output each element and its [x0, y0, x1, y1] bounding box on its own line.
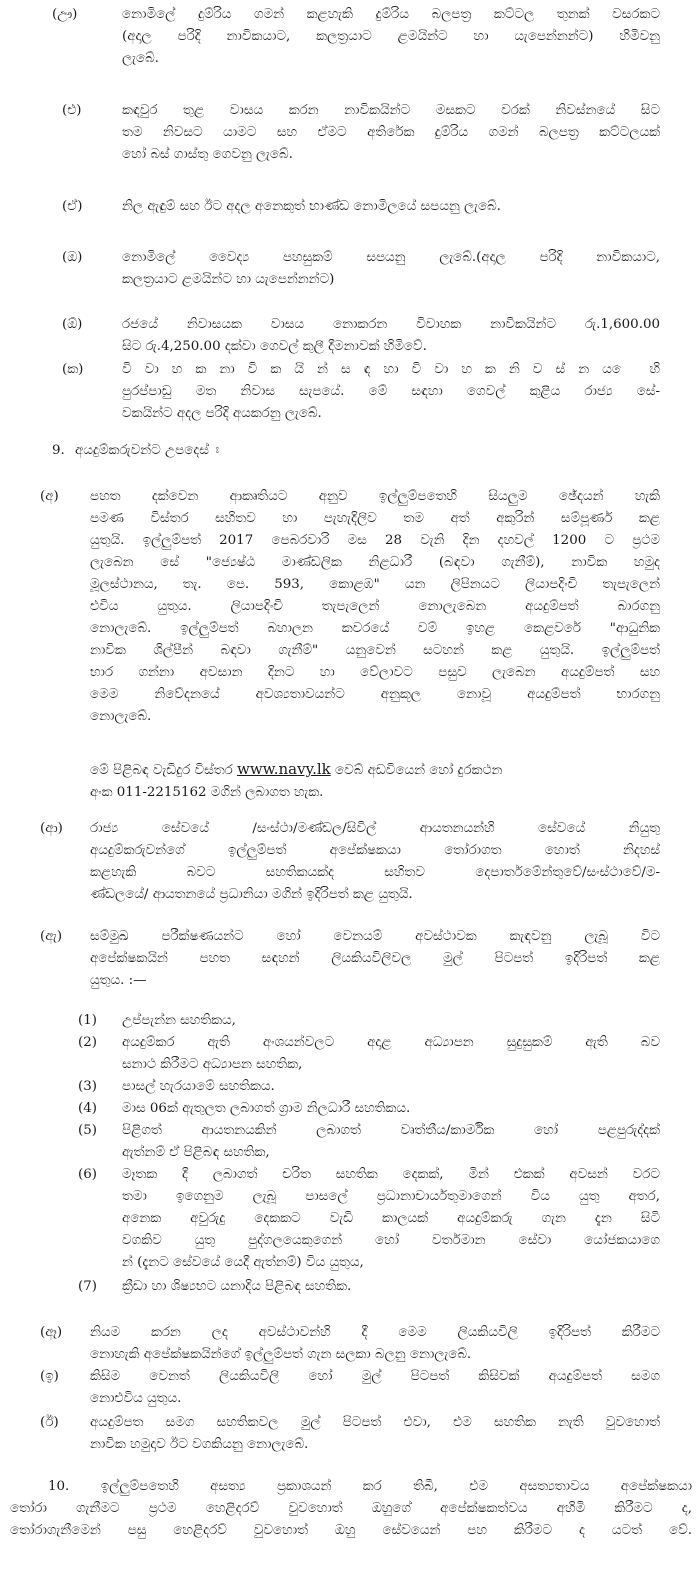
text-line: තෝරා ගැනීමට ප්‍රථම හෙළිදරව් වුවහොත් ඔහුගේ අපේක්ෂකත්වය අහිමි කිරීමට ද, [10, 1501, 692, 1516]
text-line: අයදුම්කරුවන්ගේ ඉල්ලුම්පත් අපේක්ෂකයා තෝරාගත හොත් නිදහස් [90, 843, 660, 858]
text-line: වකයින්ට අදල පරිදි අයකරනු ලැබේ. [122, 406, 322, 421]
section-title: අයදුම්කරුවන්ට උපදෙස් ඃ [75, 443, 220, 458]
text-line: නාවික ශිල්පීන් බඳවා ගැනීම්" යනුවෙන් සටහන් කළ යුතුයි. ඉල්ලුම්පත් [90, 643, 660, 658]
certificate-item-5 [78, 1120, 660, 1164]
text-line: පුරප්පාඩු මත නිවාස සැපයේ. මේ සඳහා ගෙවල් කුළිය රාජ්‍ය සේ- [122, 384, 660, 399]
item-marker: (අ) [40, 489, 59, 504]
certificate-number: (4) [78, 1101, 97, 1116]
text-line: නොඑවිය යුතුය. [90, 1391, 182, 1406]
item-text [122, 4, 660, 70]
text-line: (අදාල පරිදි නාවිකයාට, කලත්‍රයාට ළමයින්ට හා යැපෙන්නන්ට) හිමිවනු [122, 29, 660, 44]
text-line: නොමිලේ දුම්රිය ගමන් කළහැකි දුම්රිය බලපත්‍ර කට්ටල තුනක් වසරකට [122, 7, 660, 22]
text-line: සිට රු.4,250.00 දක්වා ගෙවල් කුලී දීමනාවක් හිමිවේ. [122, 339, 427, 354]
text-line: නොහැකි අපේක්ෂකයින්ගේ ඉල්ලුම්පත් ගැන සලකා බලනු නොලැබේ. [90, 1347, 472, 1362]
item-marker: (එ) [62, 103, 82, 118]
item-marker: (ඕ) [62, 317, 83, 332]
text-line: පිළිගත් ආයතනයකින් ලබාගත් වෘත්තීය/කාර්මික හෝ පළපුරුද්දක් [122, 1123, 660, 1138]
text-fragment: ඉල්ලුම්පතෙහි අසත්‍ය ප්‍රකාශයන් කර තිබී, එම අසත්‍යතාවය අපේක්ෂකයා [100, 1479, 693, 1494]
text-line: යුතුය. :— [90, 973, 147, 988]
text-line: නොලැබේ. [90, 709, 152, 724]
text-line: කඳවුර තුළ වාසය කරන නාවිකයින්ට මසකට වරක් නිවස්නයේ සිට [122, 103, 660, 118]
certificate-text [122, 1164, 660, 1274]
text-line [10, 1476, 692, 1498]
item-text [90, 1412, 660, 1456]
item-marker: (ඔ) [62, 250, 83, 265]
text-line: තම නිවසට යාමට සහ ඒමට අතිරේක දුම්රිය ගමන් බලපත්‍ර කට්ටලයක් [122, 125, 660, 140]
certificate-item-1 [78, 1010, 660, 1032]
item-text [122, 314, 660, 358]
website-note-text: මේ පිළිබඳ වැඩිදුර විස්තර [90, 763, 237, 778]
benefit-item-5 [62, 314, 660, 358]
text-line: රජයේ නිවාසයක වාසය නොකරන විවාහක නාවිකයින්ට රු.1,600.00 [122, 317, 660, 332]
text-line: මෑතක දී ලබාගත් චරිත සහතික දෙකක්, මින් එකක් අවසන් වරට [122, 1167, 660, 1182]
item-text [90, 486, 660, 728]
text-line: සම්මුඛ පරීක්ෂණයන්ට හෝ වෙනයම් අවස්ථාවක කැඳවනු ලැබූ විට [90, 929, 660, 944]
item-text [122, 359, 660, 425]
certificate-text [122, 1010, 660, 1032]
certificate-item-3 [78, 1076, 660, 1098]
benefit-item-4 [62, 247, 660, 291]
text-line: නියම කරන ලද අවස්ථාවන්හි දී මෙම ලියකියවිලි ඉදිරිපත් කිරීමට [90, 1325, 660, 1340]
item-text [90, 1366, 660, 1410]
instruction-item-a [40, 486, 660, 728]
text-line: මාස 06ක් ඇතුලත ලබාගත් ග්‍රාම නිලධාරී සහතිකය. [122, 1101, 411, 1116]
text-line: ක්‍රීඩා හා ශිෂ්‍යභට යනාදිය පිළිබඳ සහතික. [122, 1279, 352, 1294]
text-line: අයදුම්පත සමග සහතිකවල මුල් පිටපත් එවා, එම සහතික නැති වුවහොත් [90, 1415, 660, 1430]
item-text [90, 818, 660, 906]
text-line: නොලැබේ. ඉල්ලුම්පත් බහාලන කවරයේ වම් ඉහළ කෙළවරේ "ආධුනික [90, 621, 660, 636]
item-marker: (ආ) [40, 821, 63, 836]
text-line: පමණ විස්තර සහිතව හා පැහැදිලිව තම අත් අකුරින් සම්පූර්ණ කළ [90, 511, 660, 526]
benefit-item-3 [62, 196, 660, 218]
text-line: මෙම නිවේදනයේ අවශ්‍යතාවයන්ට අනුකූල නොවූ අයදුම්පත් භාරගනු [90, 687, 660, 702]
website-note-line: අංක 011-2215162 මගින් ලබාගත හැක. [90, 785, 324, 800]
text-line: නොමිලේ වෛද්‍ය පහසුකම් සපයනු ලැබේ.(අදාල පරිදි නාවිකයාට, [122, 250, 660, 265]
text-line: ණ්ඩලයේ/ ආයතනයේ ප්‍රධානියා මගින් ඉදිරිපත් කළ යුතුයි. [90, 887, 413, 902]
certificate-text [122, 1276, 660, 1298]
text-line: එවිය යුතුය. ලියාපදිංචි තැපැලෙන් නොලැබෙන අයදුම්පත් බාරගනු [90, 599, 660, 614]
text-line: මූලස්ථානය, තැ. පෙ. 593, කොළඹ" යන ලිපිනයට ලියාපදිංචි තැපැලෙන් [90, 577, 660, 592]
item-marker: (ඈ) [40, 1325, 63, 1340]
text-line: සනාථ කිරීමට අධ්‍යාපන සහතික, [122, 1057, 303, 1072]
text-line: තෝරාගැනීමෙන් පසු හෙළිදරව් වුවහොත් ඔහු සේවයෙන් පහ කිරීමට ද යටත් වේ. [10, 1523, 692, 1538]
benefit-item-2 [62, 100, 660, 166]
item-marker: (ඌ) [52, 7, 78, 22]
instruction-item-aa [40, 818, 660, 906]
item-text [90, 1322, 660, 1366]
text-line: උප්පැන්න සහතිකය, [122, 1013, 236, 1028]
instruction-item-ii [40, 1412, 660, 1456]
certificate-text [122, 1076, 660, 1098]
item-text [90, 926, 660, 992]
certificate-number: (1) [78, 1013, 97, 1028]
text-line: ලැබෙන සේ "ජ්‍යෙෂ්ඨ මාණ්ඩලික නිළධාරී (බඳවා ගැනීම්), නාවික හමුද [90, 555, 660, 570]
section-9-heading [52, 440, 219, 462]
certificate-text [122, 1098, 660, 1120]
website-link[interactable]: www.navy.lk [237, 760, 331, 778]
text-line: යුතුයි. ඉල්ලුම්පත් 2017 පෙබරවාරි මස 28 වැනි දින දහවල් 1200 ට ප්‍රථම [90, 533, 660, 548]
certificate-item-4 [78, 1098, 660, 1120]
item-text [122, 100, 660, 166]
item-marker: (ඉ) [40, 1369, 59, 1384]
certificate-text [122, 1032, 660, 1076]
text-line: වි වා හ ක නා වි ක යි න් ස ඳ හා වි වා හ ක නි ව ස් න ය ෙ හි [122, 362, 660, 377]
benefit-item-6 [62, 359, 660, 425]
item-text [122, 196, 660, 218]
section-10 [10, 1476, 692, 1542]
section-number: 9. [52, 443, 65, 458]
certificate-text [122, 1120, 660, 1164]
text-line: අයදුම්කර ඇති අංශයන්වලට අදාළ අධ්‍යාපන සුදුසුකම් ඇති බව [122, 1035, 660, 1050]
text-line: කලත්‍රයාට ළමයින්ට හා යැපෙන්නන්ට) [122, 272, 335, 287]
text-line: නාවික හමුදාව ඊට වගකියනු නොලැබේ. [90, 1437, 309, 1452]
certificate-number: (7) [78, 1279, 97, 1294]
section-10-text [10, 1476, 692, 1542]
benefit-item-1 [52, 4, 660, 70]
text-line: ලැබේ. [122, 51, 159, 66]
item-marker: (ඒ) [62, 199, 83, 214]
item-marker: (ඊ) [40, 1415, 59, 1430]
certificate-number: (2) [78, 1035, 97, 1050]
text-line: න් (දැනට සේවයේ යෙදී ඇත්නම්) විය යුතුය, [122, 1255, 364, 1270]
website-note-line [90, 758, 660, 782]
certificate-number: (6) [78, 1167, 97, 1182]
certificate-item-6 [78, 1164, 660, 1274]
text-line: පාසල් හැරයාමේ සහතිකය. [122, 1079, 275, 1094]
text-line: වගකිව යුතු පුද්ගලයෙකුගෙන් හෝ වර්තමාන සේවා යෝජකයාගෙ [122, 1233, 660, 1248]
certificate-item-2 [78, 1032, 660, 1076]
text-line: අනෙක අවුරුදු දෙකකට වැඩි කාලයක් අයදුම්කරු ගැන දැන සිටි [122, 1211, 660, 1226]
instruction-item-ae [40, 926, 660, 992]
instruction-item-i [40, 1366, 660, 1410]
text-line: නිල ඇඳුම් සහ ඊට අදල අනෙකුත් භාණ්ඩ නොමිලයේ සපයනු ලැබේ. [122, 199, 501, 214]
website-note-text: වෙබ් අඩවියෙන් හෝ දුරකථන [330, 763, 503, 778]
website-note [90, 758, 660, 804]
text-line: ඇත්නම් ඒ පිළිබඳ සහතික, [122, 1145, 270, 1160]
certificate-number: (5) [78, 1123, 97, 1138]
item-marker: (ක) [62, 362, 84, 377]
item-marker: (ඇ) [40, 929, 63, 944]
section-number: 10. [48, 1479, 70, 1494]
text-line: තමා ඉගෙනුම ලැබූ පාසලේ ප්‍රධානාචාර්යතුමාගෙන් විය යුතු අතර, [122, 1189, 660, 1204]
instruction-item-aee [40, 1322, 660, 1366]
text-line: කිසිම වෙනත් ලියකියවිලි හෝ මුල් පිටපත් කිසිවක් අයදුම්පත් සමග [90, 1369, 660, 1384]
text-line: හෝ බස් ගාස්තු ගෙවනු ලැබේ. [122, 147, 293, 162]
certificate-number: (3) [78, 1079, 97, 1094]
text-line: පහත දක්වෙන ආකෘතියට අනුව ඉල්ලුම්පතෙහි සියලුම ඡේදයන් හැකි [90, 489, 660, 504]
text-line: රාජ්‍ය සේවයේ /සංස්ථා/මණ්ඩල/සිවිල් ආයතනයන්හි සේවයේ නියුතු [90, 821, 660, 836]
text-line: කළහැකි බවට සහතිකයක්ද සහිතව දෙපාර්තමේන්තුවේ/සංස්ථාවේ/ම- [90, 865, 660, 880]
text-line: අපේක්ෂකයින් පහත සඳහන් ලියකියවිලිවල මුල් පිටපත් ඉදිරිපත් කළ [90, 951, 660, 966]
certificate-item-7 [78, 1276, 660, 1298]
text-line: භාර ගන්නා අවසාන දිනට හා වේලාවට පසුව ලැබෙන අයදුම්පත් සහ [90, 665, 660, 680]
item-text [122, 247, 660, 291]
